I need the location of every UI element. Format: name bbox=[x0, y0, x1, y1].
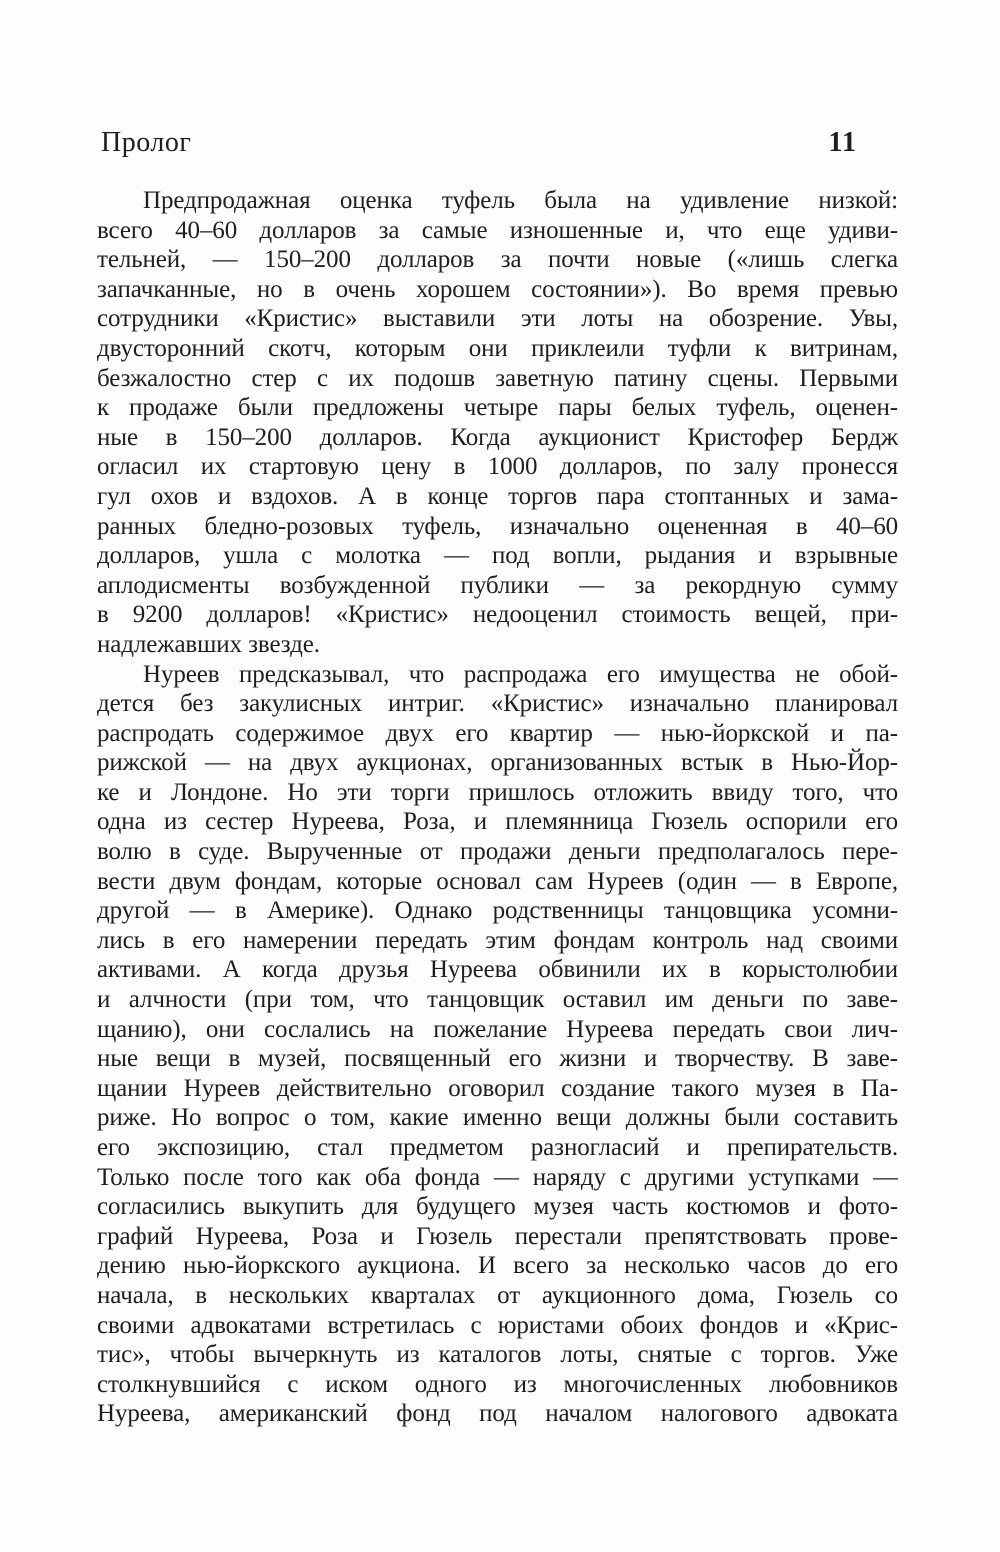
text-line: тельней, — 150–200 долларов за почти новые («лишь слегка bbox=[97, 246, 898, 274]
text-line: надлежавших звезде. bbox=[97, 630, 320, 658]
text-line: двусторонний скотч, которым они приклеили туфли к витринам, bbox=[97, 334, 898, 362]
text-line: к продаже были предложены четыре пары белых туфель, оценен- bbox=[97, 394, 898, 422]
text-line: вести двум фондам, которые основал сам Нуреев (один — в Европе, bbox=[97, 867, 898, 895]
text-line: сотрудники «Кристис» выставили эти лоты на обозрение. Увы, bbox=[97, 305, 898, 333]
text-line: своими адвокатами встретилась с юристами обоих фондов и «Крис- bbox=[97, 1311, 898, 1339]
text-line: его экспозицию, стал предметом разногласий и препирательств. bbox=[97, 1134, 898, 1161]
text-line: ные в 150–200 долларов. Когда аукционист Кристофер Бердж bbox=[97, 423, 898, 451]
text-line: Нуреева, американский фонд под началом налогового адвоката bbox=[97, 1400, 898, 1428]
running-header bbox=[101, 126, 898, 160]
text-line: столкнувшийся с иском одного из многочисленных любовников bbox=[97, 1370, 898, 1398]
text-line: начала, в нескольких кварталах от аукционного дома, Гюзель со bbox=[97, 1281, 898, 1309]
text-line: щании Нуреев действительно оговорил создание такого музея в Па- bbox=[97, 1074, 898, 1102]
text-line: другой — в Америке). Однако родственницы танцовщика усомни- bbox=[97, 897, 898, 925]
text-line: лись в его намерении передать этим фондам контроль над своими bbox=[97, 926, 898, 954]
text-line: в 9200 долларов! «Кристис» недооценил стоимость вещей, при- bbox=[97, 601, 898, 629]
text-line: и алчности (при том, что танцовщик оставил им деньги по заве- bbox=[97, 986, 898, 1014]
text-line: огласил их стартовую цену в 1000 долларов, по залу пронесся bbox=[97, 453, 898, 481]
text-line: распродать содержимое двух его квартир — нью-йоркской и па- bbox=[97, 719, 898, 747]
text-line: одна из сестер Нуреева, Роза, и племянница Гюзель оспорили его bbox=[97, 808, 898, 836]
chapter-title: Пролог bbox=[101, 127, 192, 158]
text-line: ранных бледно-розовых туфель, изначально оцененная в 40–60 bbox=[97, 512, 898, 540]
text-line: ке и Лондоне. Но эти торги пришлось отложить ввиду того, что bbox=[97, 778, 898, 806]
text-line: дется без закулисных интриг. «Кристис» изначально планировал bbox=[97, 690, 898, 718]
text-line: запачканные, но в очень хорошем состоянии»). Во время превью bbox=[97, 275, 898, 303]
text-line: долларов, ушла с молотка — под вопли, рыдания и взрывные bbox=[97, 542, 898, 570]
text-line: Только после того как оба фонда — наряду с другими уступками — bbox=[97, 1163, 898, 1191]
text-line: согласились выкупить для будущего музея часть костюмов и фото- bbox=[97, 1193, 898, 1221]
text-line: рижской — на двух аукционах, организованных встык в Нью-Йор- bbox=[97, 749, 898, 777]
body-text-block bbox=[97, 186, 898, 1429]
text-line: волю в суде. Вырученные от продажи деньги предполагалось пере- bbox=[97, 838, 898, 866]
text-line: ные вещи в музей, посвященный его жизни и творчеству. В заве- bbox=[97, 1045, 898, 1073]
text-line: всего 40–60 долларов за самые изношенные и, что еще удиви- bbox=[97, 216, 898, 244]
text-line: безжалостно стер с их подошв заветную патину сцены. Первыми bbox=[97, 364, 898, 392]
text-line: активами. А когда друзья Нуреева обвинили их в корыстолюбии bbox=[97, 956, 898, 984]
text-line: щанию), они сослались на пожелание Нуреева передать свои лич- bbox=[97, 1015, 898, 1043]
text-line: риже. Но вопрос о том, какие именно вещи должны были составить bbox=[97, 1104, 898, 1132]
text-line: аплодисменты возбужденной публики — за рекордную сумму bbox=[97, 571, 898, 599]
text-line: Нуреев предсказывал, что распродажа его имущества не обой- bbox=[143, 660, 898, 688]
text-line: тис», чтобы вычеркнуть из каталогов лоты, снятые с торгов. Уже bbox=[97, 1341, 898, 1369]
text-line: гул охов и вздохов. А в конце торгов пара стоптанных и зама- bbox=[97, 482, 898, 510]
text-line: дению нью-йоркского аукциона. И всего за несколько часов до его bbox=[97, 1252, 898, 1280]
text-line: графий Нуреева, Роза и Гюзель перестали препятствовать прове- bbox=[97, 1222, 898, 1250]
text-line: Предпродажная оценка туфель была на удивление низкой: bbox=[143, 187, 898, 214]
page-number: 11 bbox=[828, 127, 857, 158]
